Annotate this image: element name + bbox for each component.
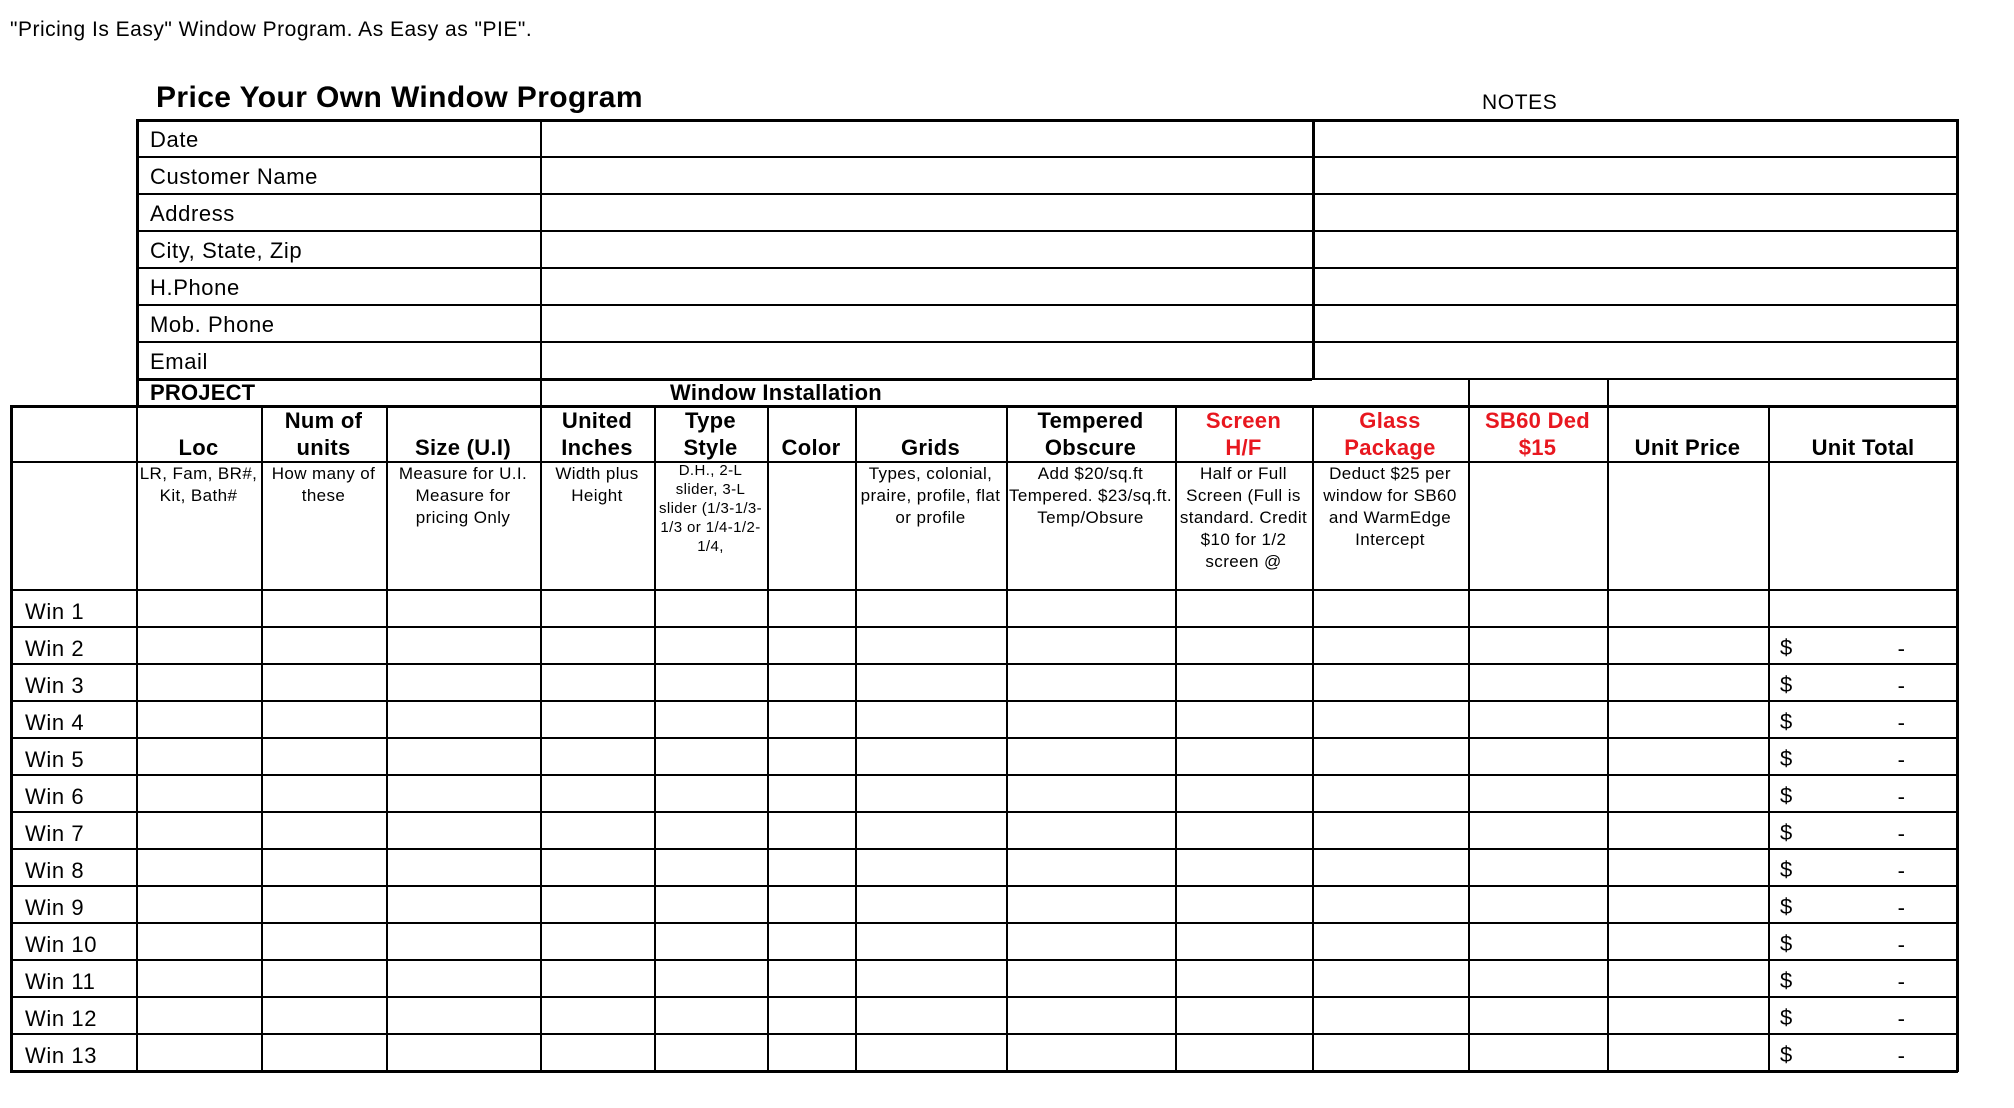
cell-num-units[interactable] xyxy=(263,776,385,810)
cell-loc[interactable] xyxy=(138,813,260,847)
row-label-win-13: Win 13 xyxy=(25,1043,98,1068)
column-desc-glass-package: Deduct $25 per window for SB60 and WarmEdge Intercept xyxy=(1323,464,1457,549)
cell-unit-total[interactable] xyxy=(1770,702,1957,736)
field-label-h-phone: H.Phone xyxy=(150,275,240,300)
cell-tempered-obscure[interactable] xyxy=(1008,961,1174,995)
currency-symbol: $ xyxy=(1780,746,1793,771)
column-header-line: H/F xyxy=(1225,435,1262,460)
column-header-color xyxy=(767,407,855,461)
cell-unit-price[interactable] xyxy=(1609,961,1767,995)
cell-tempered-obscure[interactable] xyxy=(1008,850,1174,884)
cell-sb60-ded[interactable] xyxy=(1470,813,1606,847)
cell-united-inches[interactable] xyxy=(542,665,653,699)
column-header-line: Style xyxy=(683,435,738,460)
cell-sb60-ded[interactable] xyxy=(1470,591,1606,625)
currency-symbol: $ xyxy=(1780,931,1793,956)
cell-type-style[interactable] xyxy=(656,850,766,884)
column-header-tempered-obscure xyxy=(1006,407,1175,461)
column-desc-united-inches: Width plus Height xyxy=(555,464,639,505)
column-header-sb60-ded xyxy=(1468,407,1607,461)
cell-color[interactable] xyxy=(769,887,854,921)
cell-tempered-obscure[interactable] xyxy=(1008,998,1174,1032)
cell-num-units[interactable] xyxy=(263,850,385,884)
column-header-num-units xyxy=(261,407,386,461)
column-header-line xyxy=(767,407,855,434)
cell-glass-package[interactable] xyxy=(1314,739,1467,773)
column-desc-num-units: How many of these xyxy=(271,464,376,505)
currency-symbol: $ xyxy=(1780,1042,1793,1067)
column-header-line: Num of xyxy=(284,408,363,433)
cell-loc[interactable] xyxy=(138,961,260,995)
currency-symbol: $ xyxy=(1780,968,1793,993)
grid-line xyxy=(10,405,13,1072)
column-desc-tempered-obscure: Add $20/sq.ft Tempered. $23/sq.ft. Temp/Obsure xyxy=(1009,464,1172,527)
row-label-win-11: Win 11 xyxy=(25,969,96,994)
cell-grids[interactable] xyxy=(857,887,1005,921)
cell-glass-package[interactable] xyxy=(1314,813,1467,847)
cell-tempered-obscure[interactable] xyxy=(1008,924,1174,958)
notes-cell-h-phone[interactable] xyxy=(1315,269,1955,302)
project-label: PROJECT xyxy=(150,380,256,405)
cell-grids[interactable] xyxy=(857,702,1005,736)
row-label-win-5: Win 5 xyxy=(25,747,85,772)
cell-sb60-ded[interactable] xyxy=(1470,887,1606,921)
cell-color[interactable] xyxy=(769,665,854,699)
cell-screen[interactable] xyxy=(1177,776,1311,810)
cell-loc[interactable] xyxy=(138,887,260,921)
cell-glass-package[interactable] xyxy=(1314,850,1467,884)
cell-loc[interactable] xyxy=(138,665,260,699)
row-label-win-1: Win 1 xyxy=(25,599,85,624)
cell-unit-total[interactable] xyxy=(1770,813,1957,847)
cell-sb60-ded[interactable] xyxy=(1470,1035,1606,1069)
cell-sb60-ded[interactable] xyxy=(1470,850,1606,884)
column-header-line: Package xyxy=(1344,435,1436,460)
row-label-win-2: Win 2 xyxy=(25,636,85,661)
cell-size[interactable] xyxy=(388,887,539,921)
cell-screen[interactable] xyxy=(1177,961,1311,995)
column-header-united-inches xyxy=(540,407,654,461)
cell-size[interactable] xyxy=(388,591,539,625)
unit-total-value: - xyxy=(1897,710,1905,735)
unit-total-value: - xyxy=(1897,821,1905,846)
unit-total-value: - xyxy=(1897,1006,1905,1031)
cell-glass-package[interactable] xyxy=(1314,1035,1467,1069)
row-label-win-4: Win 4 xyxy=(25,710,85,735)
page-title: Price Your Own Window Program xyxy=(156,81,643,114)
cell-unit-price[interactable] xyxy=(1609,665,1767,699)
cell-screen[interactable] xyxy=(1177,702,1311,736)
unit-total-value: - xyxy=(1897,673,1905,698)
cell-unit-total[interactable] xyxy=(1770,924,1957,958)
section-window-installation: Window Installation xyxy=(670,380,883,405)
cell-united-inches[interactable] xyxy=(542,887,653,921)
column-header-type-style xyxy=(654,407,767,461)
currency-symbol: $ xyxy=(1780,783,1793,808)
cell-glass-package[interactable] xyxy=(1314,591,1467,625)
column-header-line: Color xyxy=(781,435,841,460)
cell-grids[interactable] xyxy=(857,850,1005,884)
cell-grids[interactable] xyxy=(857,665,1005,699)
grid-line xyxy=(1312,378,1958,380)
column-desc-screen: Half or Full Screen (Full is standard. Credit $10 for 1/2 screen @ xyxy=(1179,464,1308,571)
grid-line xyxy=(1468,378,1470,405)
cell-num-units[interactable] xyxy=(263,702,385,736)
field-input-city-state-zip[interactable] xyxy=(542,232,1310,265)
notes-cell-mob-phone[interactable] xyxy=(1315,306,1955,339)
column-header-line xyxy=(1768,407,1958,434)
cell-united-inches[interactable] xyxy=(542,813,653,847)
field-input-h-phone[interactable] xyxy=(542,269,1310,302)
cell-tempered-obscure[interactable] xyxy=(1008,1035,1174,1069)
field-label-mob-phone: Mob. Phone xyxy=(150,312,275,337)
cell-color[interactable] xyxy=(769,924,854,958)
cell-color[interactable] xyxy=(769,591,854,625)
row-label-win-8: Win 8 xyxy=(25,858,85,883)
cell-screen[interactable] xyxy=(1177,887,1311,921)
notes-cell-city-state-zip[interactable] xyxy=(1315,232,1955,265)
cell-screen[interactable] xyxy=(1177,998,1311,1032)
column-header-line: $15 xyxy=(1518,435,1557,460)
column-desc-grids: Types, colonial, praire, profile, flat or profile xyxy=(860,464,1001,527)
field-label-customer-name: Customer Name xyxy=(150,164,318,189)
cell-color[interactable] xyxy=(769,739,854,773)
cell-grids[interactable] xyxy=(857,628,1005,662)
row-label-win-3: Win 3 xyxy=(25,673,85,698)
row-label-win-6: Win 6 xyxy=(25,784,85,809)
cell-loc[interactable] xyxy=(138,739,260,773)
row-label-win-7: Win 7 xyxy=(25,821,85,846)
field-input-customer-name[interactable] xyxy=(542,158,1310,191)
cell-unit-price[interactable] xyxy=(1609,850,1767,884)
cell-screen[interactable] xyxy=(1177,665,1311,699)
tagline: "Pricing Is Easy" Window Program. As Easy as "PIE". xyxy=(10,18,533,41)
field-label-email: Email xyxy=(150,349,209,374)
cell-grids[interactable] xyxy=(857,961,1005,995)
column-header-line: Type xyxy=(685,408,736,433)
unit-total-value: - xyxy=(1897,858,1905,883)
cell-screen[interactable] xyxy=(1177,850,1311,884)
column-header-line: SB60 Ded xyxy=(1484,408,1591,433)
currency-symbol: $ xyxy=(1780,672,1793,697)
cell-glass-package[interactable] xyxy=(1314,665,1467,699)
cell-grids[interactable] xyxy=(857,1035,1005,1069)
column-header-unit-total xyxy=(1768,407,1958,461)
column-header-glass-package xyxy=(1312,407,1468,461)
currency-symbol: $ xyxy=(1780,635,1793,660)
cell-screen[interactable] xyxy=(1177,628,1311,662)
cell-color[interactable] xyxy=(769,850,854,884)
cell-glass-package[interactable] xyxy=(1314,924,1467,958)
cell-num-units[interactable] xyxy=(263,813,385,847)
grid-line xyxy=(1607,378,1609,405)
column-header-line: United xyxy=(561,408,633,433)
cell-color[interactable] xyxy=(769,702,854,736)
column-header-line: Obscure xyxy=(1044,435,1137,460)
column-header-line xyxy=(1607,407,1768,434)
field-input-date[interactable] xyxy=(542,121,1310,154)
cell-loc[interactable] xyxy=(138,591,260,625)
cell-glass-package[interactable] xyxy=(1314,776,1467,810)
cell-type-style[interactable] xyxy=(656,961,766,995)
cell-united-inches[interactable] xyxy=(542,850,653,884)
column-desc-size: Measure for U.I. Measure for pricing Only xyxy=(398,464,528,527)
cell-num-units[interactable] xyxy=(263,1035,385,1069)
cell-num-units[interactable] xyxy=(263,628,385,662)
cell-unit-price[interactable] xyxy=(1609,702,1767,736)
column-header-line xyxy=(855,407,1006,434)
cell-glass-package[interactable] xyxy=(1314,702,1467,736)
cell-size[interactable] xyxy=(388,961,539,995)
cell-united-inches[interactable] xyxy=(542,702,653,736)
currency-symbol: $ xyxy=(1780,894,1793,919)
column-header-line: Size (U.I) xyxy=(415,435,511,460)
cell-unit-price[interactable] xyxy=(1609,887,1767,921)
cell-united-inches[interactable] xyxy=(542,591,653,625)
cell-size[interactable] xyxy=(388,998,539,1032)
cell-tempered-obscure[interactable] xyxy=(1008,665,1174,699)
cell-grids[interactable] xyxy=(857,924,1005,958)
cell-type-style[interactable] xyxy=(656,591,766,625)
cell-grids[interactable] xyxy=(857,813,1005,847)
cell-unit-price[interactable] xyxy=(1609,739,1767,773)
cell-type-style[interactable] xyxy=(656,739,766,773)
cell-grids[interactable] xyxy=(857,739,1005,773)
cell-glass-package[interactable] xyxy=(1314,628,1467,662)
cell-unit-total[interactable] xyxy=(1770,887,1957,921)
cell-unit-total[interactable] xyxy=(1770,998,1957,1032)
cell-type-style[interactable] xyxy=(656,776,766,810)
cell-loc[interactable] xyxy=(138,1035,260,1069)
cell-size[interactable] xyxy=(388,665,539,699)
cell-sb60-ded[interactable] xyxy=(1470,776,1606,810)
cell-loc[interactable] xyxy=(138,702,260,736)
column-header-line: units xyxy=(296,435,351,460)
unit-total-value: - xyxy=(1897,636,1905,661)
cell-color[interactable] xyxy=(769,961,854,995)
cell-num-units[interactable] xyxy=(263,665,385,699)
cell-loc[interactable] xyxy=(138,998,260,1032)
cell-type-style[interactable] xyxy=(656,665,766,699)
cell-glass-package[interactable] xyxy=(1314,998,1467,1032)
column-header-line: Loc xyxy=(178,435,219,460)
notes-cell-address[interactable] xyxy=(1315,195,1955,228)
cell-sb60-ded[interactable] xyxy=(1470,961,1606,995)
cell-glass-package[interactable] xyxy=(1314,887,1467,921)
column-header-screen xyxy=(1175,407,1312,461)
field-label-city-state-zip: City, State, Zip xyxy=(150,238,303,263)
cell-size[interactable] xyxy=(388,739,539,773)
column-header-line: Tempered xyxy=(1037,408,1144,433)
cell-size[interactable] xyxy=(388,813,539,847)
cell-screen[interactable] xyxy=(1177,924,1311,958)
cell-unit-total[interactable] xyxy=(1770,591,1957,625)
cell-type-style[interactable] xyxy=(656,998,766,1032)
column-header-line: Screen xyxy=(1205,408,1282,433)
cell-color[interactable] xyxy=(769,813,854,847)
cell-unit-total[interactable] xyxy=(1770,628,1957,662)
currency-symbol: $ xyxy=(1780,857,1793,882)
cell-type-style[interactable] xyxy=(656,702,766,736)
cell-type-style[interactable] xyxy=(656,887,766,921)
field-input-mob-phone[interactable] xyxy=(542,306,1310,339)
column-header-size xyxy=(386,407,540,461)
cell-type-style[interactable] xyxy=(656,813,766,847)
cell-unit-price[interactable] xyxy=(1609,1035,1767,1069)
cell-tempered-obscure[interactable] xyxy=(1008,887,1174,921)
cell-color[interactable] xyxy=(769,1035,854,1069)
column-header-line: Inches xyxy=(561,435,633,460)
column-desc-loc: LR, Fam, BR#, Kit, Bath# xyxy=(139,464,258,505)
cell-screen[interactable] xyxy=(1177,813,1311,847)
cell-size[interactable] xyxy=(388,776,539,810)
cell-grids[interactable] xyxy=(857,776,1005,810)
notes-cell-customer-name[interactable] xyxy=(1315,158,1955,191)
column-header-line: Grids xyxy=(901,435,960,460)
unit-total-value: - xyxy=(1897,895,1905,920)
cell-screen[interactable] xyxy=(1177,1035,1311,1069)
cell-size[interactable] xyxy=(388,628,539,662)
currency-symbol: $ xyxy=(1780,820,1793,845)
cell-sb60-ded[interactable] xyxy=(1470,998,1606,1032)
cell-num-units[interactable] xyxy=(263,887,385,921)
cell-tempered-obscure[interactable] xyxy=(1008,739,1174,773)
cell-sb60-ded[interactable] xyxy=(1470,739,1606,773)
column-header-line: Unit Price xyxy=(1634,435,1741,460)
column-header-line xyxy=(386,407,540,434)
cell-grids[interactable] xyxy=(857,998,1005,1032)
cell-unit-price[interactable] xyxy=(1609,776,1767,810)
row-label-win-10: Win 10 xyxy=(25,932,98,957)
field-input-email[interactable] xyxy=(542,343,1310,376)
cell-color[interactable] xyxy=(769,998,854,1032)
cell-glass-package[interactable] xyxy=(1314,961,1467,995)
column-header-grids xyxy=(855,407,1006,461)
currency-symbol: $ xyxy=(1780,709,1793,734)
cell-size[interactable] xyxy=(388,850,539,884)
cell-united-inches[interactable] xyxy=(542,998,653,1032)
unit-total-value: - xyxy=(1897,932,1905,957)
grid-line xyxy=(136,119,139,405)
cell-unit-total[interactable] xyxy=(1770,961,1957,995)
cell-unit-total[interactable] xyxy=(1770,1035,1957,1069)
cell-num-units[interactable] xyxy=(263,591,385,625)
cell-united-inches[interactable] xyxy=(542,961,653,995)
cell-tempered-obscure[interactable] xyxy=(1008,628,1174,662)
cell-type-style[interactable] xyxy=(656,1035,766,1069)
cell-tempered-obscure[interactable] xyxy=(1008,776,1174,810)
field-label-address: Address xyxy=(150,201,235,226)
cell-num-units[interactable] xyxy=(263,739,385,773)
notes-cell-date[interactable] xyxy=(1315,121,1955,154)
unit-total-value: - xyxy=(1897,969,1905,994)
cell-size[interactable] xyxy=(388,702,539,736)
column-desc-type-style: D.H., 2-L slider, 3-L slider (1/3-1/3-1/3 or 1/4-1/2-1/4, xyxy=(658,462,763,555)
cell-type-style[interactable] xyxy=(656,924,766,958)
cell-unit-total[interactable] xyxy=(1770,776,1957,810)
cell-loc[interactable] xyxy=(138,924,260,958)
grid-line xyxy=(1956,119,1959,405)
notes-cell-email[interactable] xyxy=(1315,343,1955,376)
cell-tempered-obscure[interactable] xyxy=(1008,813,1174,847)
cell-unit-price[interactable] xyxy=(1609,591,1767,625)
cell-tempered-obscure[interactable] xyxy=(1008,591,1174,625)
column-header-line: Unit Total xyxy=(1811,435,1915,460)
unit-total-value: - xyxy=(1897,784,1905,809)
cell-united-inches[interactable] xyxy=(542,1035,653,1069)
currency-symbol: $ xyxy=(1780,1005,1793,1030)
cell-unit-price[interactable] xyxy=(1609,998,1767,1032)
cell-unit-price[interactable] xyxy=(1609,628,1767,662)
cell-grids[interactable] xyxy=(857,591,1005,625)
cell-unit-total[interactable] xyxy=(1770,850,1957,884)
column-header-unit-price xyxy=(1607,407,1768,461)
grid-line xyxy=(10,1070,1958,1073)
cell-color[interactable] xyxy=(769,628,854,662)
cell-color[interactable] xyxy=(769,776,854,810)
cell-united-inches[interactable] xyxy=(542,924,653,958)
cell-loc[interactable] xyxy=(138,850,260,884)
cell-sb60-ded[interactable] xyxy=(1470,924,1606,958)
unit-total-value: - xyxy=(1897,747,1905,772)
cell-unit-total[interactable] xyxy=(1770,665,1957,699)
cell-num-units[interactable] xyxy=(263,961,385,995)
cell-screen[interactable] xyxy=(1177,591,1311,625)
notes-label: NOTES xyxy=(1482,91,1558,114)
cell-unit-price[interactable] xyxy=(1609,813,1767,847)
row-label-win-9: Win 9 xyxy=(25,895,85,920)
cell-united-inches[interactable] xyxy=(542,628,653,662)
cell-loc[interactable] xyxy=(138,628,260,662)
cell-tempered-obscure[interactable] xyxy=(1008,702,1174,736)
cell-unit-price[interactable] xyxy=(1609,924,1767,958)
unit-total-value: - xyxy=(1897,1043,1905,1068)
cell-unit-total[interactable] xyxy=(1770,739,1957,773)
column-header-line: Glass xyxy=(1359,408,1421,433)
cell-screen[interactable] xyxy=(1177,739,1311,773)
cell-sb60-ded[interactable] xyxy=(1470,702,1606,736)
cell-sb60-ded[interactable] xyxy=(1470,665,1606,699)
cell-size[interactable] xyxy=(388,924,539,958)
field-label-date: Date xyxy=(150,127,199,152)
cell-loc[interactable] xyxy=(138,776,260,810)
cell-type-style[interactable] xyxy=(656,628,766,662)
column-header-loc xyxy=(136,407,261,461)
row-label-win-12: Win 12 xyxy=(25,1006,98,1031)
cell-united-inches[interactable] xyxy=(542,776,653,810)
column-header-line xyxy=(136,407,261,434)
cell-num-units[interactable] xyxy=(263,998,385,1032)
field-input-address[interactable] xyxy=(542,195,1310,228)
cell-sb60-ded[interactable] xyxy=(1470,628,1606,662)
cell-united-inches[interactable] xyxy=(542,739,653,773)
cell-num-units[interactable] xyxy=(263,924,385,958)
cell-size[interactable] xyxy=(388,1035,539,1069)
